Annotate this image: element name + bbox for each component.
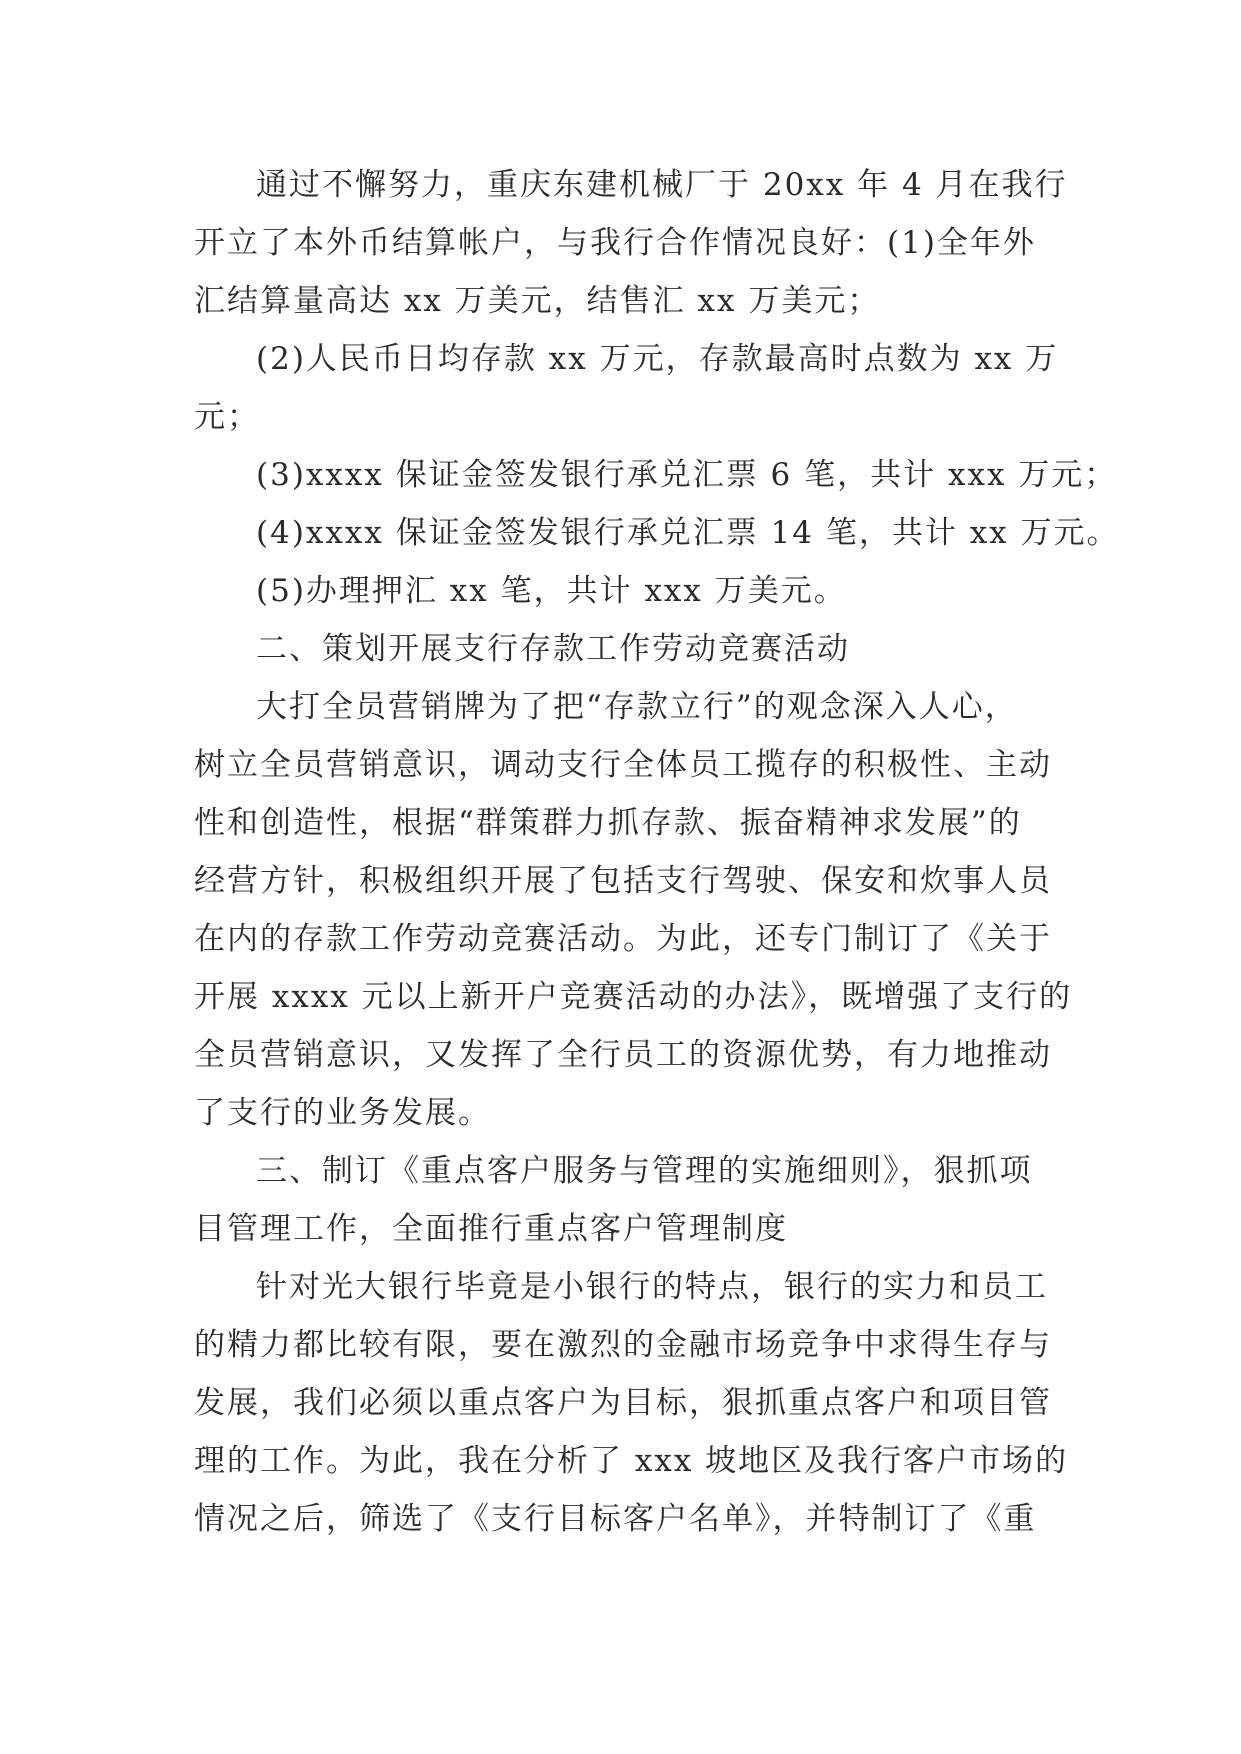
text-line: 开展 xxxx 元以上新开户竞赛活动的办法》，既增强了支行的 bbox=[194, 979, 1073, 1015]
text-line: 理的工作。为此，我在分析了 xxx 坡地区及我行客户市场的 bbox=[194, 1443, 1069, 1479]
text-line: 汇结算量高达 xx 万美元，结售汇 xx 万美元； bbox=[194, 283, 881, 319]
paragraph-item-2 bbox=[194, 330, 1074, 446]
text-line: 全员营销意识，又发挥了全行员工的资源优势，有力地推动 bbox=[194, 1037, 1052, 1073]
text-line: 大打全员营销牌为了把“存款立行”的观念深入人心， bbox=[256, 689, 1018, 725]
text-line: 开立了本外币结算帐户，与我行合作情况良好：(1)全年外 bbox=[194, 225, 1036, 261]
text-line: (4)xxxx 保证金签发银行承兑汇票 14 笔，共计 xx 万元。 bbox=[256, 515, 1120, 551]
paragraph-key-clients bbox=[194, 1258, 1074, 1548]
text-line: 发展，我们必须以重点客户为目标，狠抓重点客户和项目管 bbox=[194, 1385, 1052, 1421]
paragraph-marketing bbox=[194, 678, 1074, 1142]
section-heading-2 bbox=[194, 620, 1074, 678]
document-body bbox=[194, 156, 1120, 1548]
section-heading-3 bbox=[194, 1142, 1074, 1258]
heading-line: 三、制订《重点客户服务与管理的实施细则》，狠抓项 bbox=[256, 1153, 1033, 1189]
text-line: 树立全员营销意识，调动支行全体员工揽存的积极性、主动 bbox=[194, 747, 1052, 783]
text-line: (5)办理押汇 xx 笔，共计 xxx 万美元。 bbox=[256, 573, 847, 609]
paragraph-dongjian-account bbox=[194, 156, 1074, 330]
text-line: (3)xxxx 保证金签发银行承兑汇票 6 笔，共计 xxx 万元； bbox=[256, 457, 1118, 493]
paragraph-item-3 bbox=[194, 446, 1118, 504]
text-line: 通过不懈努力，重庆东建机械厂于 20xx 年 4 月在我行 bbox=[256, 167, 1068, 203]
heading-line: 二、策划开展支行存款工作劳动竞赛活动 bbox=[256, 631, 850, 667]
text-line: 性和创造性，根据“群策群力抓存款、振奋精神求发展”的 bbox=[194, 805, 1022, 841]
text-line: 在内的存款工作劳动竞赛活动。为此，还专门制订了《关于 bbox=[194, 921, 1052, 957]
text-line: (2)人民币日均存款 xx 万元，存款最高时点数为 xx 万 bbox=[256, 341, 1059, 377]
heading-line: 目管理工作，全面推行重点客户管理制度 bbox=[194, 1211, 788, 1247]
text-line: 的精力都比较有限，要在激烈的金融市场竞争中求得生存与 bbox=[194, 1327, 1052, 1363]
paragraph-item-4 bbox=[194, 504, 1120, 562]
text-line: 了支行的业务发展。 bbox=[194, 1095, 491, 1131]
text-line: 元； bbox=[194, 399, 260, 435]
text-line: 情况之后，筛选了《支行目标客户名单》，并特制订了《重 bbox=[194, 1501, 1037, 1537]
paragraph-item-5 bbox=[194, 562, 1074, 620]
text-line: 针对光大银行毕竟是小银行的特点，银行的实力和员工 bbox=[256, 1269, 1048, 1305]
text-line: 经营方针，积极组织开展了包括支行驾驶、保安和炊事人员 bbox=[194, 863, 1052, 899]
